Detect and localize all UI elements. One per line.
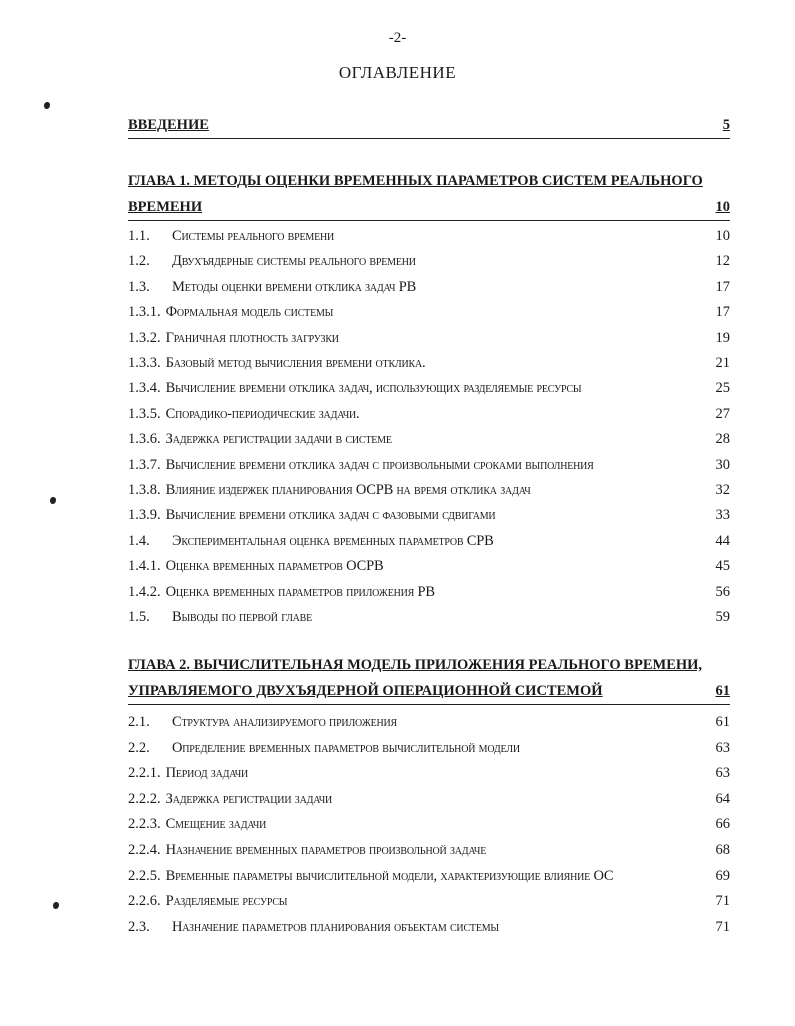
entry-page: 66 <box>715 816 730 833</box>
entry-page: 71 <box>715 893 730 910</box>
entry-number: 1.4.1. <box>128 558 161 575</box>
entry-page: 45 <box>715 558 730 575</box>
entry-number: 1.3.3. <box>128 355 161 371</box>
entry-number: 1.3.8. <box>128 482 161 498</box>
entry-page: 21 <box>715 355 730 371</box>
entry-page: 61 <box>715 714 730 730</box>
entry-title: Назначение параметров планирования объектам системы <box>172 918 499 935</box>
entry-page: 17 <box>715 278 730 295</box>
entry-title: Временные параметры вычислительной модели, характеризующие влияние ОС <box>165 867 614 884</box>
entry-page: 68 <box>715 842 730 858</box>
entry-page: 59 <box>715 609 730 625</box>
chapter-1-entry[interactable] <box>128 330 730 352</box>
entry-page: 63 <box>715 739 730 756</box>
chapter-1-entry[interactable] <box>128 507 730 529</box>
entry-page: 71 <box>715 918 730 935</box>
entry-number: 2.2.3. <box>128 816 161 833</box>
chapter-2-entry[interactable] <box>128 740 730 762</box>
chapter-1-entry[interactable] <box>128 558 730 580</box>
chapter-2-entry[interactable] <box>128 791 730 813</box>
entry-title: Вычисление времени отклика задач, использующих разделяемые ресурсы <box>165 380 582 397</box>
entry-title: Базовый метод вычисления времени отклика. <box>165 355 426 371</box>
entry-number: 1.3.5. <box>128 405 161 422</box>
entry-number: 1.1. <box>128 228 150 244</box>
entry-page: 63 <box>715 765 730 782</box>
chapter-1-entry[interactable] <box>128 482 730 504</box>
toc-chapter-1[interactable] <box>128 168 730 221</box>
entry-number: 1.3.9. <box>128 507 161 524</box>
chapter-2-entry[interactable] <box>128 842 730 864</box>
entry-page: 64 <box>715 790 730 807</box>
chapter-1-entry[interactable] <box>128 304 730 326</box>
entry-page: 33 <box>715 507 730 524</box>
entry-title: Спорадико-периодические задачи. <box>165 405 360 422</box>
entry-title: Оценка временных параметров ОСРВ <box>165 558 384 575</box>
entry-title: Экспериментальная оценка временных параметров СРВ <box>172 532 494 549</box>
chapter-2-entry[interactable] <box>128 765 730 787</box>
entry-title: Системы реального времени <box>172 228 335 244</box>
scan-speck <box>53 902 59 909</box>
entry-title: Двухъядерные системы реального времени <box>172 253 416 270</box>
chapter-1-entry[interactable] <box>128 533 730 555</box>
entry-title: Структура анализируемого приложения <box>172 714 397 730</box>
entry-number: 1.3.2. <box>128 329 161 346</box>
entry-number: 2.2. <box>128 739 150 756</box>
entry-number: 2.1. <box>128 714 150 730</box>
entry-number: 2.2.2. <box>128 790 161 807</box>
entry-title: Влияние издержек планирования ОСРВ на время отклика задач <box>165 482 531 498</box>
chapter-1-page: 10 <box>715 199 730 215</box>
toc-intro[interactable] <box>128 112 730 139</box>
chapter-2-title-line1: ГЛАВА 2. ВЫЧИСЛИТЕЛЬНАЯ МОДЕЛЬ ПРИЛОЖЕНИЯ РЕАЛЬНОГО ВРЕМЕНИ, <box>128 657 703 673</box>
entry-number: 1.3. <box>128 278 150 295</box>
page-number: -2- <box>388 30 407 46</box>
chapter-2-entry[interactable] <box>128 868 730 890</box>
scan-speck <box>44 102 50 109</box>
entry-number: 1.3.7. <box>128 456 161 473</box>
entry-title: Оценка временных параметров приложения РВ <box>165 583 435 600</box>
entry-number: 1.3.1. <box>128 304 161 321</box>
entry-title: Формальная модель системы <box>165 304 334 321</box>
entry-page: 56 <box>715 583 730 600</box>
chapter-2-entry[interactable] <box>128 893 730 915</box>
entry-title: Назначение временных параметров произвольной задаче <box>165 842 487 858</box>
entry-title: Смещение задачи <box>165 816 267 833</box>
entry-page: 32 <box>715 482 730 498</box>
entry-page: 19 <box>715 329 730 346</box>
chapter-2-entry[interactable] <box>128 919 730 941</box>
entry-page: 25 <box>715 380 730 397</box>
intro-page: 5 <box>722 117 730 133</box>
entry-page: 44 <box>715 532 730 549</box>
chapter-1-entry[interactable] <box>128 228 730 250</box>
entry-number: 2.2.1. <box>128 765 161 782</box>
chapter-1-entry[interactable] <box>128 457 730 479</box>
chapter-1-entry[interactable] <box>128 279 730 301</box>
chapter-2-entry[interactable] <box>128 816 730 838</box>
entry-page: 12 <box>715 253 730 270</box>
entry-number: 1.3.6. <box>128 431 161 448</box>
chapter-1-entry[interactable] <box>128 253 730 275</box>
entry-number: 1.2. <box>128 253 150 270</box>
intro-title: ВВЕДЕНИЕ <box>128 117 209 133</box>
entry-title: Вычисление времени отклика задач с фазовыми сдвигами <box>165 507 496 524</box>
entry-title: Задержка регистрации задачи в системе <box>165 431 392 448</box>
chapter-1-entry[interactable] <box>128 431 730 453</box>
entry-title: Период задачи <box>165 765 249 782</box>
entry-number: 2.2.5. <box>128 867 161 884</box>
chapter-1-entry[interactable] <box>128 406 730 428</box>
entry-page: 30 <box>715 456 730 473</box>
entry-title: Выводы по первой главе <box>172 609 313 625</box>
entry-number: 2.2.4. <box>128 842 161 858</box>
entry-number: 1.5. <box>128 609 150 625</box>
entry-page: 28 <box>715 431 730 448</box>
entry-title: Граничная плотность загрузки <box>165 329 339 346</box>
entry-title: Вычисление времени отклика задач с произвольными сроками выполнения <box>165 456 594 473</box>
scan-speck <box>50 497 56 504</box>
entry-number: 1.4. <box>128 532 150 549</box>
entry-title: Методы оценки времени отклика задач РВ <box>172 278 417 295</box>
chapter-2-page: 61 <box>715 683 730 699</box>
entry-page: 27 <box>715 405 730 422</box>
entry-page: 17 <box>715 304 730 321</box>
toc-chapter-2[interactable] <box>128 652 730 705</box>
entry-number: 2.3. <box>128 918 150 935</box>
entry-title: Разделяемые ресурсы <box>165 893 288 910</box>
chapter-1-entry[interactable] <box>128 380 730 402</box>
toc-title: ОГЛАВЛЕНИЕ <box>338 63 457 82</box>
entry-page: 10 <box>715 228 730 244</box>
entry-title: Задержка регистрации задачи <box>165 790 333 807</box>
chapter-2-entry[interactable] <box>128 714 730 736</box>
entry-page: 69 <box>715 867 730 884</box>
entry-number: 1.3.4. <box>128 380 161 397</box>
chapter-1-title-line2: ВРЕМЕНИ <box>128 199 203 215</box>
entry-number: 1.4.2. <box>128 583 161 600</box>
chapter-1-title-line1: ГЛАВА 1. МЕТОДЫ ОЦЕНКИ ВРЕМЕННЫХ ПАРАМЕТРОВ СИСТЕМ РЕАЛЬНОГО <box>128 173 703 189</box>
chapter-2-title-line2: УПРАВЛЯЕМОГО ДВУХЪЯДЕРНОЙ ОПЕРАЦИОННОЙ СИСТЕМОЙ <box>128 683 603 699</box>
chapter-1-entry[interactable] <box>128 355 730 377</box>
chapter-1-entry[interactable] <box>128 609 730 631</box>
entry-number: 2.2.6. <box>128 893 161 910</box>
chapter-1-entry[interactable] <box>128 584 730 606</box>
entry-title: Определение временных параметров вычислительной модели <box>172 739 520 756</box>
